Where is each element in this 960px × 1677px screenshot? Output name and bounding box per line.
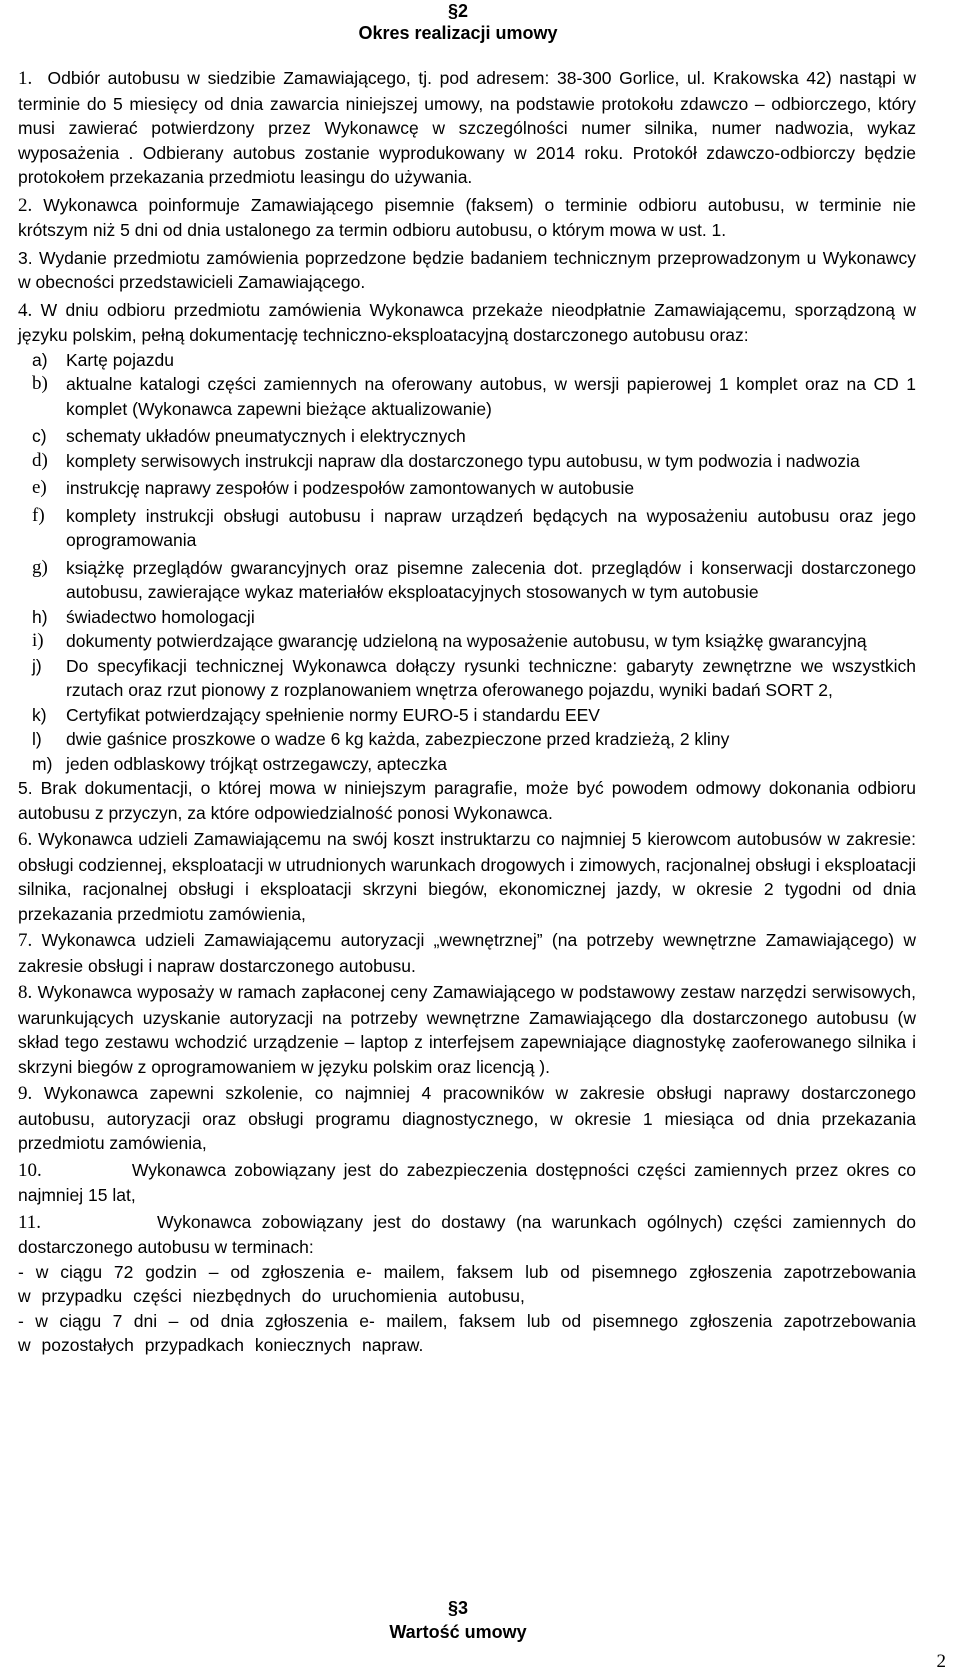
paragraph-9: 9. Wykonawca zapewni szkolenie, co najmniej 4 pracowników w zakresie obsługi naprawy dostarczonego autobusu, autoryzacji oraz obsługi programu diagnostycznego, w okresie 1 miesiąca od dnia przekazania przedmiotu zamówienia, (18, 1083, 916, 1153)
paragraph-10: 10. Wykonawca zobowiązany jest do zabezpieczenia dostępności części zamiennych przez okres co najmniej 15 lat, (18, 1159, 917, 1205)
section-3-title: Wartość umowy (389, 1622, 527, 1642)
paragraph-4: 4. W dniu odbioru przedmiotu zamówienia Wykonawca przekaże nieodpłatnie Zamawiającemu, sporządzoną w języku polskim, pełną dokumentację techniczno-eksploatacyjną dostarczonego autobusu oraz: (18, 299, 916, 345)
section-3-number: §3 (447, 1598, 469, 1618)
list-item-c: c) schematy układów pneumatycznych i elektrycznych (32, 426, 466, 446)
list-item-a: a) Kartę pojazdu (32, 349, 174, 370)
list-item-k: k) Certyfikat potwierdzający spełnienie normy EURO-5 i standardu EEV (32, 704, 600, 725)
paragraph-2: 2. Wykonawca poinformuje Zamawiającego pisemnie (faksem) o terminie odbioru autobusu, w terminie nie krótszym niż 5 dni od dnia ustalonego za termin odbioru autobusu, o którym mowa w ust. 1. (18, 194, 916, 240)
paragraph-11: 11. Wykonawca zobowiązany jest do dostawy (na warunkach ogólnych) części zamiennych do dostarczonego autobusu w terminach: (18, 1211, 917, 1257)
list-item-h: h) świadectwo homologacji (32, 606, 255, 627)
list-item-d: d) komplety serwisowych instrukcji napraw dla dostarczonego typu autobusu, w tym podwozia i nadwozia (32, 449, 860, 471)
paragraph-3: 3. Wydanie przedmiotu zamówienia poprzedzone będzie badaniem technicznym przeprowadzonym u Wykonawcy w obecności przedstawicieli Zamawiającego. (18, 247, 916, 292)
paragraph-5: 5. Brak dokumentacji, o której mowa w niniejszym paragrafie, może być powodem odmowy dokonania odbioru autobusu z przyczyn, za które odpowiedzialność ponosi Wykonawca. (18, 778, 916, 823)
delivery-term-7d: - w ciągu 7 dni – od dnia zgłoszenia e- mailem, faksem lub od pisemnego zgłoszenia zapotrzebowania w pozostałych przypadkach koniecznych napraw. (18, 1310, 916, 1355)
paragraph-7: 7. Wykonawca udzieli Zamawiającemu autoryzacji „wewnętrznej” (na potrzeby wewnętrzne Zamawiającego) w zakresie obsługi i napraw dostarczonego autobusu. (18, 930, 916, 976)
section-2-body (18, 66, 916, 1358)
list-item-f: f) komplety instrukcji obsługi autobusu i napraw urządzeń będących na wyposażeniu autobusu oraz jego oprogramowania (32, 504, 916, 550)
page-number: 2 (936, 1651, 946, 1672)
list-item-i: i) dokumenty potwierdzające gwarancję udzieloną na wyposażenie autobusu, w tym książkę gwarancyjną (32, 630, 867, 651)
list-item-b: b) aktualne katalogi części zamiennych na oferowany autobus, w wersji papierowej 1 komplet oraz na CD 1 komplet (Wykonawca zapewni bieżące aktualizowanie) (32, 373, 916, 419)
list-item-e: e) instrukcję naprawy zespołów i podzespołów zamontowanych w autobusie (32, 477, 635, 498)
list-item-g: g) książkę przeglądów gwarancyjnych oraz pisemne zalecenia dot. przeglądów i konserwacji dostarczonego autobusu, zawierające wykaz materiałów eksploatacyjnych stosowanych w tym autobusie (32, 556, 916, 602)
list-item-m: m) jeden odblaskowy trójkąt ostrzegawczy, apteczka (32, 753, 447, 774)
paragraph-8: 8. Wykonawca wyposaży w ramach zapłaconej ceny Zamawiającego w podstawowy zestaw narzędzi serwisowych, warunkujących uzyskanie autoryzacji na potrzeby wewnętrzne Zamawiającego dla dostarczonego autobusu (w skład tego zestawu wchodzić urządzenie – laptop z interfejsem zapewniające diagnostykę zaoferowanego silnika i skrzyni biegów z oprogramowaniem w języku polskim oraz licencją ). (18, 982, 916, 1077)
paragraph-6: 6. Wykonawca udzieli Zamawiającemu na swój koszt instruktarzu co najmniej 5 kierowcom autobusów w zakresie: obsługi codziennej, eksploatacji w utrudnionych warunkach drogowych i zimowych, racjonalnej obsługi i eksploatacji silnika, racjonalnej obsługi i eksploatacji skrzyni biegów, ekonomicznej jazdy, w okresie 2 tygodni od dnia przekazania przedmiotu zamówienia, (18, 829, 916, 924)
delivery-term-72h: - w ciągu 72 godzin – od zgłoszenia e- mailem, faksem lub od pisemnego zgłoszenia zapotrzebowania w przypadku części niezbędnych do uruchomienia autobusu, (18, 1261, 916, 1306)
list-item-l: l) dwie gaśnice proszkowe o wadze 6 kg każda, zabezpieczone przed kradzieżą, 2 kliny (32, 729, 730, 749)
section-2-title: Okres realizacji umowy (358, 23, 558, 43)
list-item-j: j) Do specyfikacji technicznej Wykonawca dołączy rysunki techniczne: gabaryty zewnętrzne we wszystkich rzutach oraz rzut pionowy z rozplanowaniem wnętrza oferowanego pojazdu, wyniki badań SORT 2, (32, 655, 916, 700)
section-2-number: §2 (447, 1, 469, 21)
paragraph-1: 1. Odbiór autobusu w siedzibie Zamawiającego, tj. pod adresem: 38-300 Gorlice, ul. Krakowska 42) nastąpi w terminie do 5 miesięcy od dnia zawarcia niniejszej umowy, na podstawie protokołu zdawczo – odbiorczego, który musi zawierać potwierdzony przez Wykonawcę w szczególności numer silnika, numer nadwozia, wykaz wyposażenia . Odbierany autobus zostanie wyprodukowany w 2014 roku. Protokół zdawczo-odbiorczy będzie protokołem przekazania przedmiotu leasingu do używania. (18, 68, 916, 187)
documentation-list (18, 348, 916, 777)
